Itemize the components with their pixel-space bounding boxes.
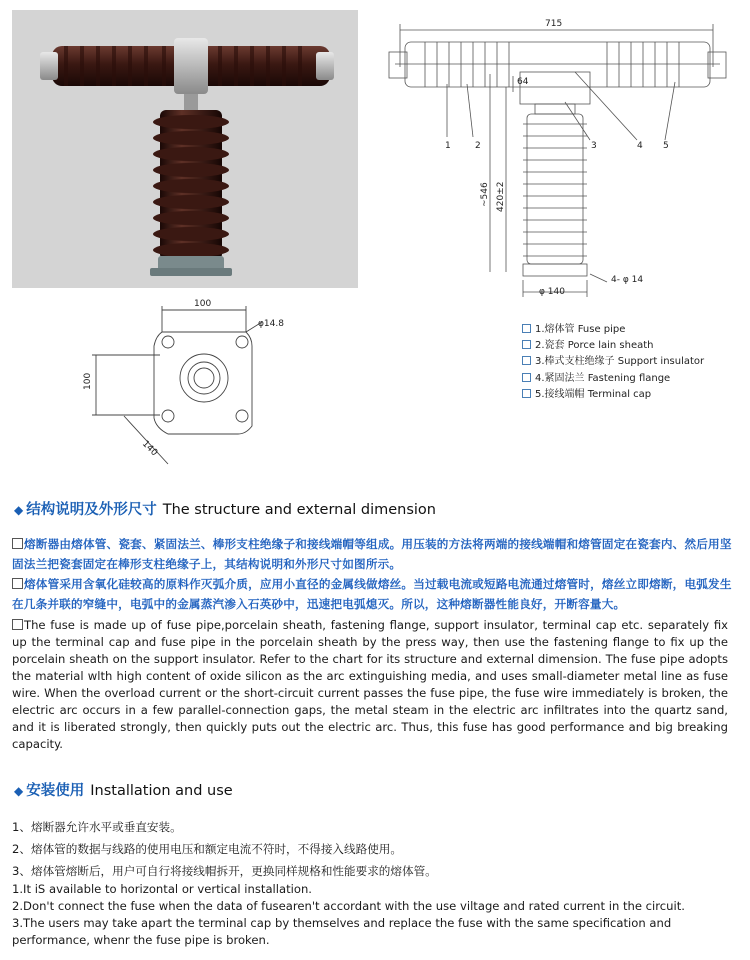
- flange-top-dim: 100: [194, 299, 212, 309]
- list-item: 1、熔断器允许水平或垂直安装。: [12, 820, 182, 834]
- callout-4: 4: [637, 141, 643, 151]
- flange-side-dim: 100: [83, 372, 93, 390]
- legend-item: 5.接线端帽 Terminal cap: [522, 387, 704, 403]
- dim-420: 420±2: [496, 181, 506, 212]
- en-installation-list: [12, 881, 728, 949]
- dim-64: 64: [517, 77, 529, 87]
- legend-checkbox-icon: [522, 340, 531, 349]
- dim-overall-width: 715: [545, 19, 563, 29]
- dimension-drawing: [375, 12, 745, 302]
- en-paragraph-structure: The fuse is made up of fuse pipe,porcelain sheath, fastening flange, support insulator, terminal cap etc. separately fix up the terminal cap and fuse pipe in the porcelain sheath by the press way, then use the fastening flange to fix up the porcelain sheath on the support insulator. Refer to the chart for its structure and external dimension. The fuse pipe adopts the material wlth high content of oxide silicon as the arc extinguishing media, and uses small-diameter metal line as fuse wire. When the overload current or the short-circuit current passes the fuse pipe, the fuse wire immediately is broken, the electric arc occurs in a few parallel-connection gaps, the metal steam in the electric arc infiltrates into the quartz sand, and it is liberated strongly, then quickly puts out the electric arc. Thus, this fuse has good performance and big breaking capacity.: [12, 618, 728, 751]
- callout-5: 5: [663, 141, 669, 151]
- diamond-bullet-icon: ◆: [14, 784, 24, 798]
- list-item: 1.It iS available to horizontal or vertical installation.: [12, 882, 312, 896]
- flange-diag-dim: 140: [139, 439, 160, 459]
- legend-item: 3.棒式支柱绝缘子 Support insulator: [522, 354, 704, 370]
- list-item: 2.Don't connect the fuse when the data of fusearen't accordant with the use viltage and rated current in the circuit.: [12, 899, 685, 913]
- flange-hole-dim: φ14.8: [258, 319, 284, 329]
- legend-item: 2.瓷套 Porce lain sheath: [522, 338, 704, 354]
- section-heading-structure: ◆ 结构说明及外形尺寸 The structure and external dimension: [14, 502, 436, 518]
- diamond-bullet-icon: ◆: [14, 503, 24, 517]
- cn-paragraph-fuse-pipe: 熔体管采用含氧化硅较高的原料作灭弧介质，应用小直径的金属线做熔丝。当过载电流或短路电流通过熔管时，熔丝立即熔断，电弧发生在几条并联的窄缝中，电弧中的金属蒸汽渗入石英砂中，迅速把电弧熄灭。所以，这种熔断器性能良好，开断容量大。: [12, 577, 732, 611]
- dim-140: φ 140: [539, 287, 565, 297]
- list-item: 2、熔体管的数据与线路的使用电压和额定电流不符时，不得接入线路使用。: [12, 842, 402, 856]
- legend-item: 4.紧固法兰 Fastening flange: [522, 371, 704, 387]
- parts-legend: [522, 322, 704, 403]
- callout-2: 2: [475, 141, 481, 151]
- section-heading-installation: ◆ 安装使用 Installation and use: [14, 783, 233, 799]
- flange-drawing: [70, 298, 300, 473]
- fuse-photo-illustration: [12, 10, 358, 288]
- square-bullet-icon: [12, 619, 23, 630]
- square-bullet-icon: [12, 578, 23, 589]
- legend-item: 1.熔体管 Fuse pipe: [522, 322, 704, 338]
- cn-installation-list: [12, 816, 742, 882]
- legend-checkbox-icon: [522, 373, 531, 382]
- cn-paragraph-structure: 熔断器由熔体管、瓷套、紧固法兰、棒形支柱绝缘子和接线端帽等组成。用压装的方法将两端的接线端帽和熔管固定在瓷套内、然后用坚固法兰把瓷套固定在棒形支柱绝缘子上，其结构说明和外形尺寸如图所示。: [12, 537, 732, 571]
- legend-checkbox-icon: [522, 356, 531, 365]
- fuse-product-photo: [12, 10, 358, 288]
- legend-checkbox-icon: [522, 324, 531, 333]
- dim-546: ~546: [480, 182, 490, 207]
- list-item: 3.The users may take apart the terminal cap by themselves and replace the fuse with the same specification and performance, whenr the fuse pipe is broken.: [12, 916, 672, 947]
- list-item: 3、熔体管熔断后，用户可自行将接线帽拆开，更换同样规格和性能要求的熔体管。: [12, 864, 437, 878]
- square-bullet-icon: [12, 538, 23, 549]
- callout-3: 3: [591, 141, 597, 151]
- legend-checkbox-icon: [522, 389, 531, 398]
- dim-holes: 4- φ 14: [611, 275, 644, 285]
- callout-1: 1: [445, 141, 451, 151]
